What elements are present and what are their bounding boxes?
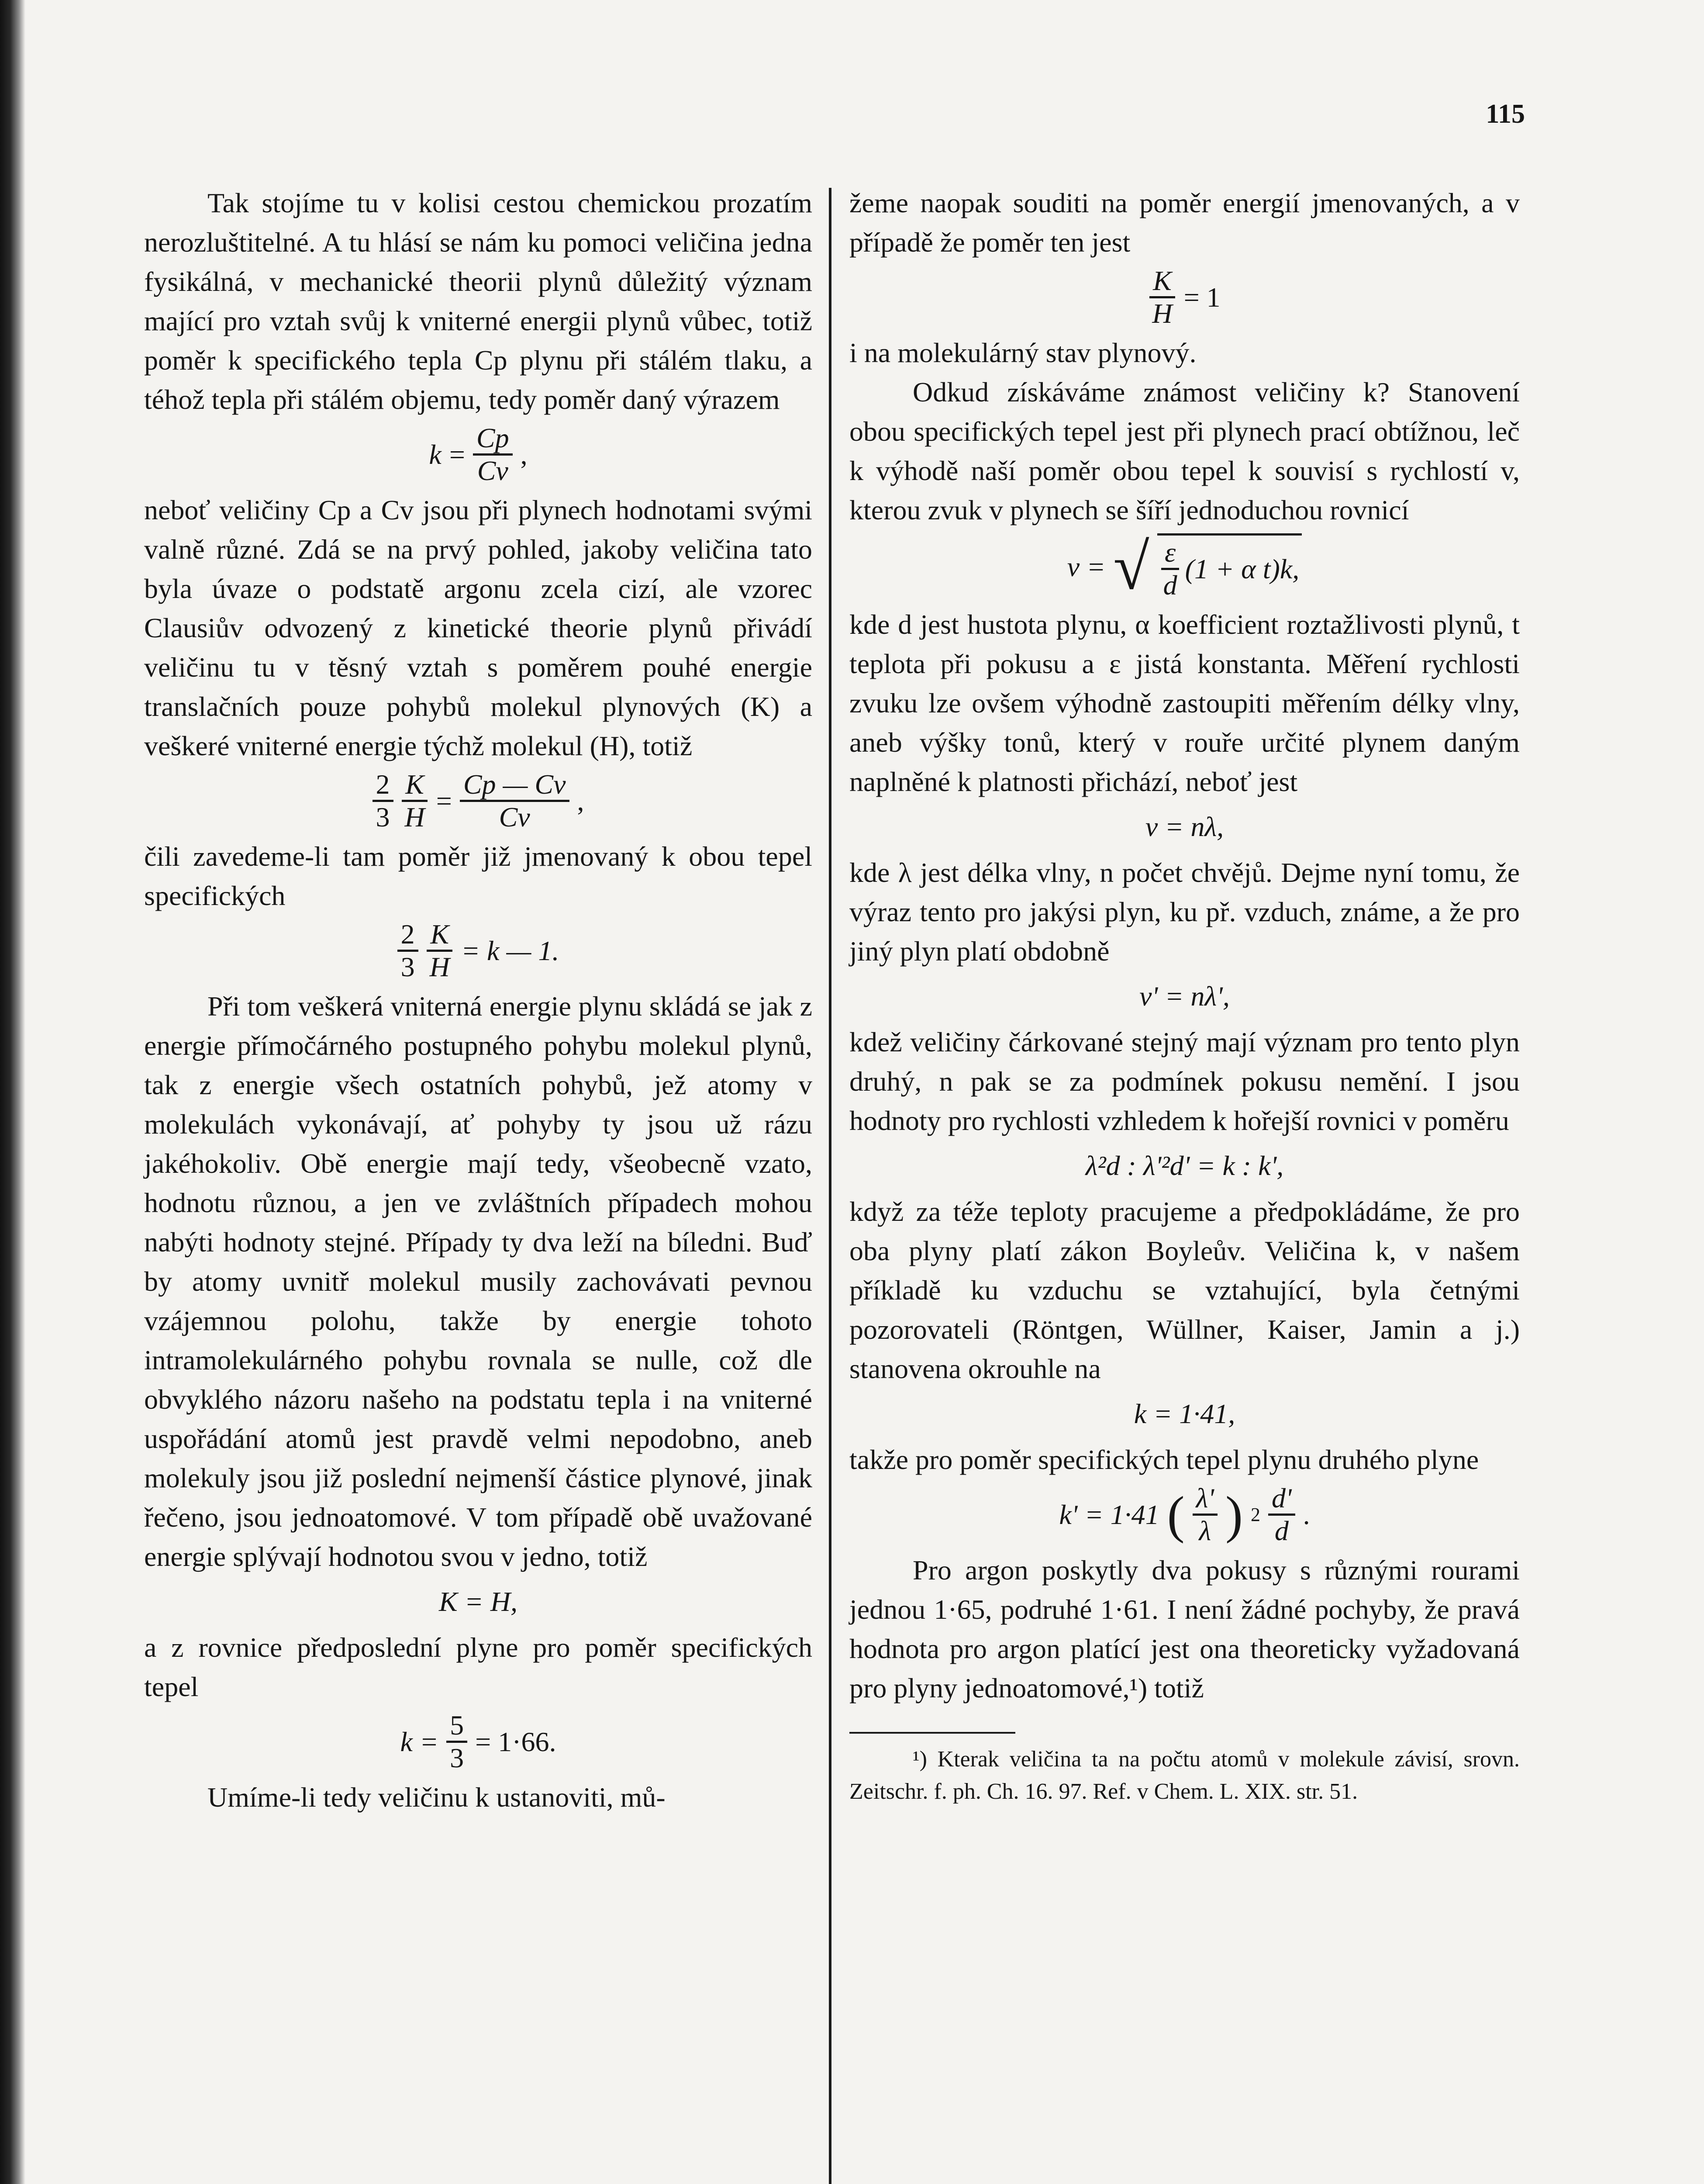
eq-denominator: 3 bbox=[450, 1742, 464, 1773]
equation-wave: v = nλ, bbox=[1145, 811, 1224, 842]
eq-fraction bbox=[473, 423, 513, 486]
right-paren: ) bbox=[1225, 1485, 1243, 1544]
eq-numerator: 2 bbox=[373, 769, 393, 802]
footnote-rule bbox=[849, 1732, 1015, 1734]
equation-k-value bbox=[144, 1710, 812, 1773]
equation-k-ratio bbox=[144, 423, 812, 486]
eq-fraction bbox=[397, 919, 418, 982]
eq-numerator: λ' bbox=[1193, 1483, 1218, 1516]
equation-k-over-h bbox=[849, 266, 1520, 329]
eq-numerator: K bbox=[1149, 266, 1175, 298]
eq-fraction bbox=[1193, 1483, 1218, 1546]
eq-rhs: = 1 bbox=[1183, 281, 1221, 313]
page-number: 115 bbox=[1486, 99, 1525, 129]
right-paragraph-3: Odkud získáváme známost veličiny k? Stanovení obou specifických tepel jest při plynech prací obtížnou, leč k výhodě naší poměr obou tepel k souvisí s rychlostí v, kterou zvuk v plynech se šíří jednoduchou rovnicí bbox=[849, 377, 1520, 525]
eq-denominator: λ bbox=[1199, 1515, 1211, 1546]
sqrt-icon: √ bbox=[1113, 531, 1149, 603]
eq-lhs: k bbox=[429, 439, 442, 470]
eq-numerator: K bbox=[427, 919, 452, 952]
eq-fraction bbox=[1268, 1483, 1295, 1546]
column-divider bbox=[829, 188, 831, 2184]
eq-numerator: d' bbox=[1268, 1483, 1295, 1516]
equation-sound-speed bbox=[849, 533, 1520, 601]
left-column bbox=[144, 183, 812, 1817]
equation-k-equals-h: K = H, bbox=[438, 1586, 518, 1617]
eq-numerator: Cp bbox=[473, 423, 513, 456]
left-paragraph-1: Tak stojíme tu v kolisi cestou chemickou prozatím nerozluštitelné. A tu hlásí se nám ku pomoci veličina jedna fysikálná, v mechanické theorii plynů důležitý význam mající pro vztah svůj k vniterné energii plynů vůbec, totiž poměr k specifického tepla Cp plynu při stálém tlaku, a téhož tepla při stálém objemu, tedy poměr daný výrazem bbox=[144, 187, 812, 415]
eq-fraction bbox=[426, 919, 453, 982]
eq-denominator: 3 bbox=[376, 802, 390, 833]
right-paragraph-1: žeme naopak souditi na poměr energií jmenovaných, a v případě že poměr ten jest bbox=[849, 187, 1520, 258]
right-paragraph-2: i na molekulárný stav plynový. bbox=[849, 337, 1197, 368]
eq-tail: . bbox=[1303, 1499, 1310, 1530]
right-paragraph-9: Pro argon poskytly dva pokusy s různými rourami jednou 1·65, podruhé 1·61. I není žádné pochyby, že pravá hodnota pro argon platící jest ona theoreticky vyžadovaná pro plyny jednoatomové,¹) totiž bbox=[849, 1555, 1520, 1704]
eq-rhs: = k — 1. bbox=[461, 935, 559, 966]
right-paragraph-4: kde d jest hustota plynu, α koefficient roztažlivosti plynů, t teplota při pokusu a ε jistá konstanta. Měření rychlosti zvuku lze ovšem výhodně zastoupiti měřením délky vlny, aneb výšky tonů, který v rouře určité plynem daným naplněné k platnosti přichází, neboť jest bbox=[849, 609, 1520, 797]
footnote: ¹) Kterak veličina ta na počtu atomů v molekule závisí, srovn. Zeitschr. f. ph. Ch. 16. 97. Ref. v Chem. L. XIX. str. 51. bbox=[849, 1747, 1520, 1804]
right-paragraph-8: takže pro poměr specifických tepel plynu druhého plyne bbox=[849, 1444, 1479, 1475]
right-paragraph-5: kde λ jest délka vlny, n počet chvějů. Dejme nyní tomu, že výraz tento pro jakýsi plyn, ku př. vzduch, známe, a že pro jiný plyn platí obdobně bbox=[849, 857, 1520, 967]
eq-denominator: d bbox=[1274, 1515, 1289, 1546]
eq-fraction bbox=[1149, 266, 1176, 329]
eq-denominator: 3 bbox=[400, 951, 415, 982]
eq-fraction bbox=[1160, 537, 1181, 601]
eq-tail: , bbox=[520, 439, 528, 470]
eq-op: = bbox=[436, 785, 452, 816]
right-paragraph-7: když za téže teploty pracujeme a předpokládáme, že pro oba plyny platí zákon Boyleův. Veličina k, v našem příkladě ku vzduchu se vztahující, byla četnými pozorovateli (Röntgen, Wüllner, Kaiser, Jamin a j.) stanovena okrouhle na bbox=[849, 1196, 1520, 1384]
left-paragraph-5: a z rovnice předposlední plyne pro poměr specifických tepel bbox=[144, 1632, 812, 1702]
eq-numerator: ε bbox=[1161, 537, 1179, 570]
eq-denominator: H bbox=[1152, 298, 1173, 329]
eq-op: = bbox=[449, 439, 465, 470]
eq-fraction bbox=[446, 1710, 467, 1773]
equation-k-minus-one bbox=[144, 919, 812, 982]
equation-ratio: λ²d : λ'²d' = k : k', bbox=[1085, 1150, 1284, 1181]
left-paragraph-2: neboť veličiny Cp a Cv jsou při plynech hodnotami svými valně různé. Zdá se na prvý pohled, jakoby veličina tato byla úvaze o podstatě argonu zcela cizí, ale vzorec Clausiův odvozený z kinetické theorie plynů přivádí veličinu tu v těsný vztah s poměrem pouhé energie translačních pouze pohybů molekul plynových (K) a veškeré vniterné energie týchž molekul (H), totiž bbox=[144, 494, 812, 761]
eq-denominator: Cv bbox=[477, 455, 508, 486]
eq-lhs: k = bbox=[400, 1726, 439, 1757]
eq-fraction bbox=[401, 769, 428, 833]
left-paragraph-6: Umíme-li tedy veličinu k ustanoviti, mů- bbox=[207, 1782, 666, 1813]
exponent: 2 bbox=[1250, 1503, 1260, 1525]
eq-numerator: 5 bbox=[446, 1710, 467, 1743]
eq-numerator: 2 bbox=[397, 919, 418, 952]
left-paragraph-3: čili zavedeme-li tam poměr již jmenovaný k obou tepel specifických bbox=[144, 841, 812, 911]
equation-k-air: k = 1·41, bbox=[1134, 1398, 1235, 1429]
eq-denominator: Cv bbox=[499, 802, 530, 833]
sqrt-body bbox=[1157, 533, 1302, 601]
page-binding-edge bbox=[0, 0, 25, 2184]
eq-fraction bbox=[373, 769, 393, 833]
eq-denominator: H bbox=[404, 802, 425, 833]
eq-numerator: K bbox=[402, 769, 428, 802]
eq-numerator: Cp — Cv bbox=[460, 769, 569, 802]
eq-denominator: d bbox=[1163, 570, 1177, 601]
eq-lhs: k' = 1·41 bbox=[1059, 1499, 1159, 1530]
left-paren: ( bbox=[1167, 1485, 1185, 1544]
equation-k-prime bbox=[849, 1483, 1520, 1546]
right-paragraph-6: kdež veličiny čárkované stejný mají význam pro tento plyn druhý, n pak se za podmínek pokusu nemění. I jsou hodnoty pro rychlosti vzhledem k hořejší rovnici v poměru bbox=[849, 1026, 1520, 1136]
equation-clausius bbox=[144, 769, 812, 833]
eq-fraction bbox=[460, 769, 569, 833]
eq-rhs: = 1·66. bbox=[475, 1726, 556, 1757]
equation-wave-prime: v' = nλ', bbox=[1139, 981, 1230, 1012]
eq-lhs: v = bbox=[1067, 551, 1106, 582]
right-column bbox=[849, 183, 1520, 1808]
eq-tail: , bbox=[577, 785, 584, 816]
eq-rest: (1 + α t)k, bbox=[1185, 553, 1300, 584]
eq-denominator: H bbox=[429, 951, 450, 982]
left-paragraph-4: Při tom veškerá vniterná energie plynu skládá se jak z energie přímočárného postupného pohybu molekul plynů, tak z energie všech ostatních pohybů, jež atomy v molekulách vykonávají, ať pohyby ty jsou už rázu jakéhokoliv. Obě energie mají tedy, všeobecně vzato, hodnotu různou, a jen ve zvláštních případech mohou nabýti hodnoty stejné. Případy ty dva leží na bíledni. Buď by atomy uvnitř molekul musily zachovávati pevnou vzájemnou polohu, takže by energie tohoto intramolekulárného pohybu rovnala se nulle, což dle obvyklého názoru našeho na podstatu tepla i na vniterné uspořádání atomů jest pravdě velmi nepodobno, aneb molekuly jsou již poslední nejmenší částice plynové, jinak řečeno, jsou jednoatomové. V tom případě obě uvažované energie splývají hodnotou svou v jedno, totiž bbox=[144, 991, 812, 1572]
